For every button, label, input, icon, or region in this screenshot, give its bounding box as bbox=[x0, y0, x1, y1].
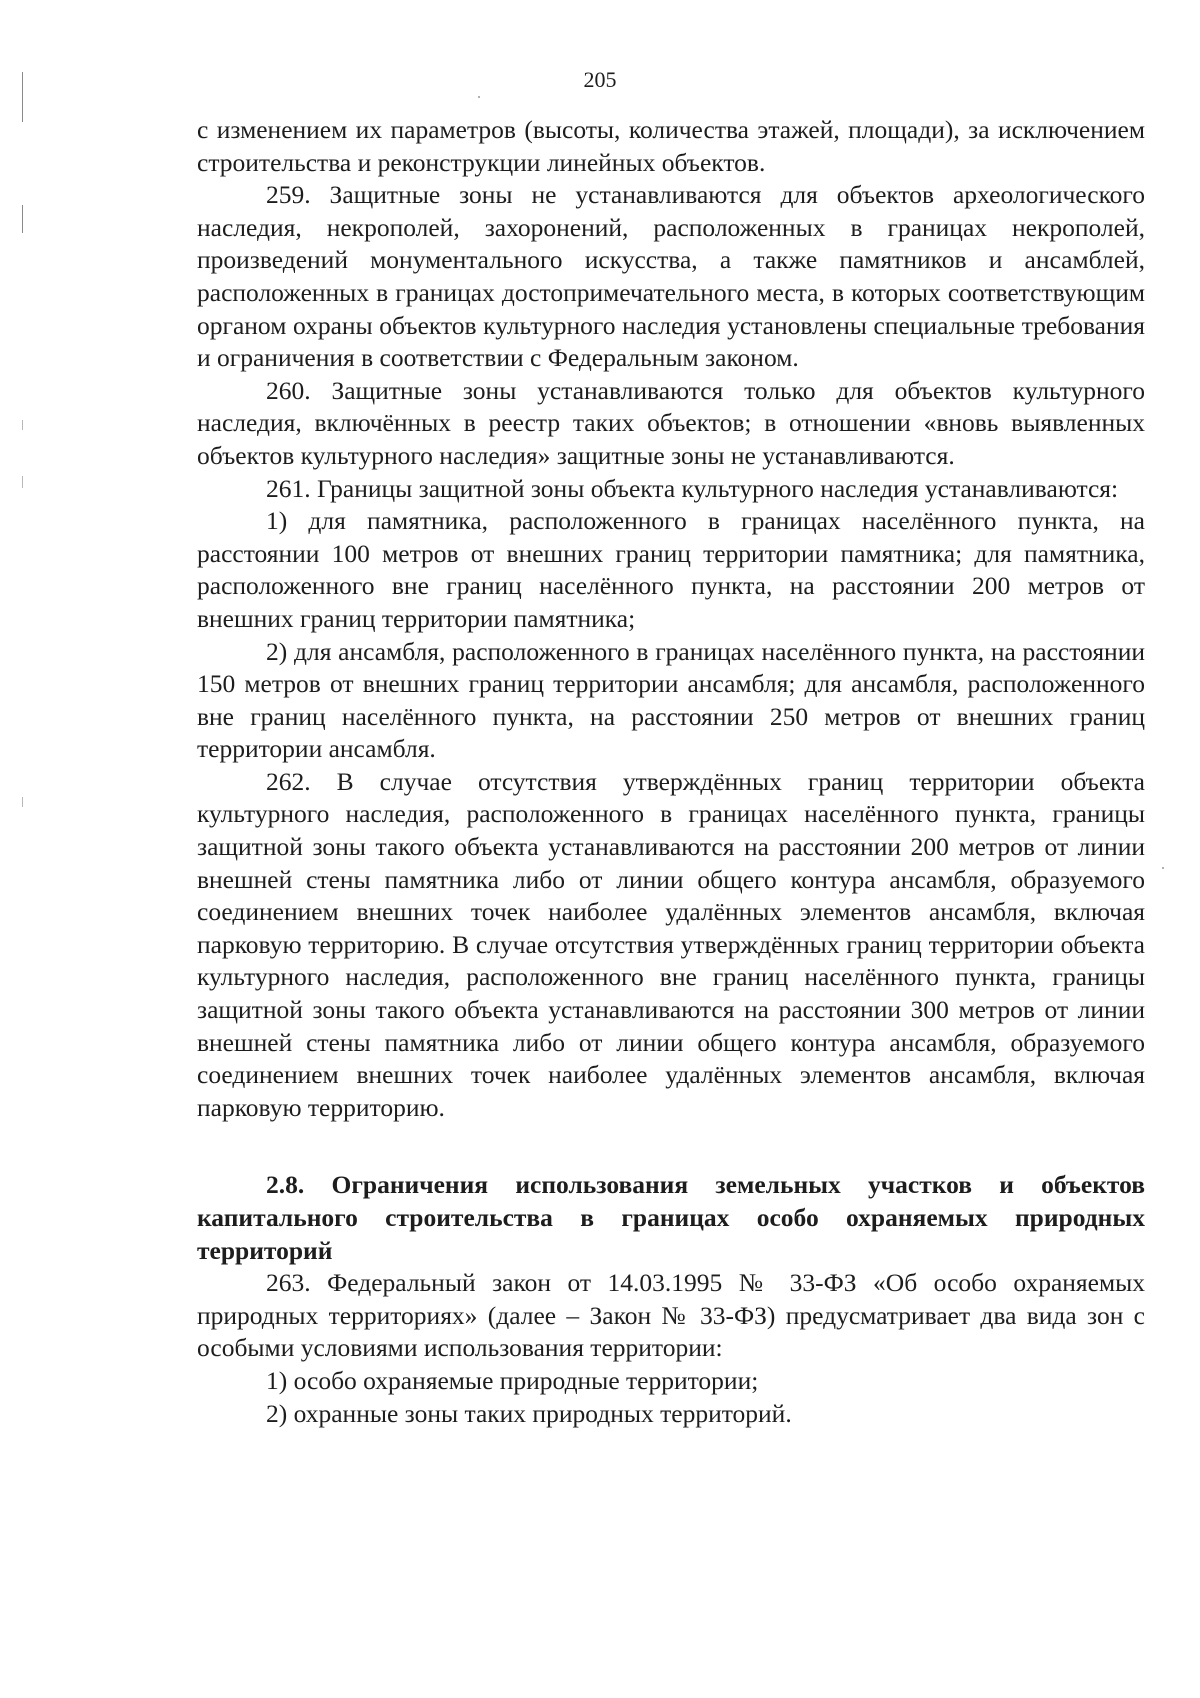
page-number: 205 bbox=[583, 67, 617, 92]
paragraph-261-item-2: 2) для ансамбля, расположенного в границах населённого пункта, на расстоянии 150 метров от внешних границ территории ансамбля; для ансамбля, расположенного вне границ населённого пункта, на расстоянии 250 метров от внешних границ территории ансамбля. bbox=[197, 636, 1145, 764]
list-item: 2) охранные зоны таких природных территорий. bbox=[266, 1398, 792, 1428]
paragraph-262: 262. В случае отсутствия утверждённых границ территории объекта культурного наследия, расположенного в границах населённого пункта, границы защитной зоны такого объекта устанавливаются на расстоянии 200 метров от линии внешней стены памятника либо от линии общего контура ансамбля, образуемого соединением внешних точек наиболее удалённых элементов ансамбля, включая парковую территорию. В случае отсутствия утверждённых границ территории объекта культурного наследия, расположенного вне границ населённого пункта, границы защитной зоны такого объекта устанавливаются на расстоянии 300 метров от линии внешней стены памятника либо от линии общего контура ансамбля, образуемого соединением внешних точек наиболее удалённых элементов ансамбля, включая парковую территорию. bbox=[197, 766, 1145, 1122]
scan-dust bbox=[478, 96, 480, 98]
scan-margin-mark bbox=[22, 205, 23, 233]
section-heading: 2.8. Ограничения использования земельных участков и объектов капитального строительства в границах особо охраняемых природных территорий bbox=[197, 1170, 1145, 1265]
paragraph-263: 263. Федеральный закон от 14.03.1995 № 33-ФЗ «Об особо охраняемых природных территориях» (далее – Закон № 33-ФЗ) предусматривает два вида зон с особыми условиями использования территории: bbox=[197, 1268, 1145, 1363]
paragraph-259: 259. Защитные зоны не устанавливаются для объектов археологического наследия, некрополей, захоронений, расположенных в границах некрополей, произведений монументального искусства, а также памятников и ансамблей, расположенных в границах достопримечательного места, в которых соответствующим органом охраны объектов культурного наследия установлены специальные требования и ограничения в соответствии с Федеральным законом. bbox=[197, 180, 1145, 373]
scan-margin-mark bbox=[22, 420, 23, 430]
paragraph-261: 261. Границы защитной зоны объекта культурного наследия устанавливаются: bbox=[266, 473, 1119, 503]
paragraph-261-item-1: 1) для памятника, расположенного в границах населённого пункта, на расстоянии 100 метров от внешних границ территории памятника; для памятника, расположенного вне границ населённого пункта, на расстоянии 200 метров от внешних границ территории памятника; bbox=[197, 506, 1145, 633]
scan-dust bbox=[1162, 867, 1164, 869]
paragraph-260: 260. Защитные зоны устанавливаются только для объектов культурного наследия, включённых в реестр таких объектов; в отношении «вновь выявленных объектов культурного наследия» защитные зоны не устанавливаются. bbox=[197, 375, 1145, 470]
paragraph-continuation: с изменением их параметров (высоты, количества этажей, площади), за исключением строительства и реконструкции линейных объектов. bbox=[197, 115, 1145, 177]
scan-margin-mark bbox=[22, 476, 23, 488]
scan-margin-mark bbox=[22, 797, 23, 807]
list-item: 1) особо охраняемые природные территории; bbox=[266, 1365, 759, 1395]
body-text bbox=[197, 114, 1145, 1430]
